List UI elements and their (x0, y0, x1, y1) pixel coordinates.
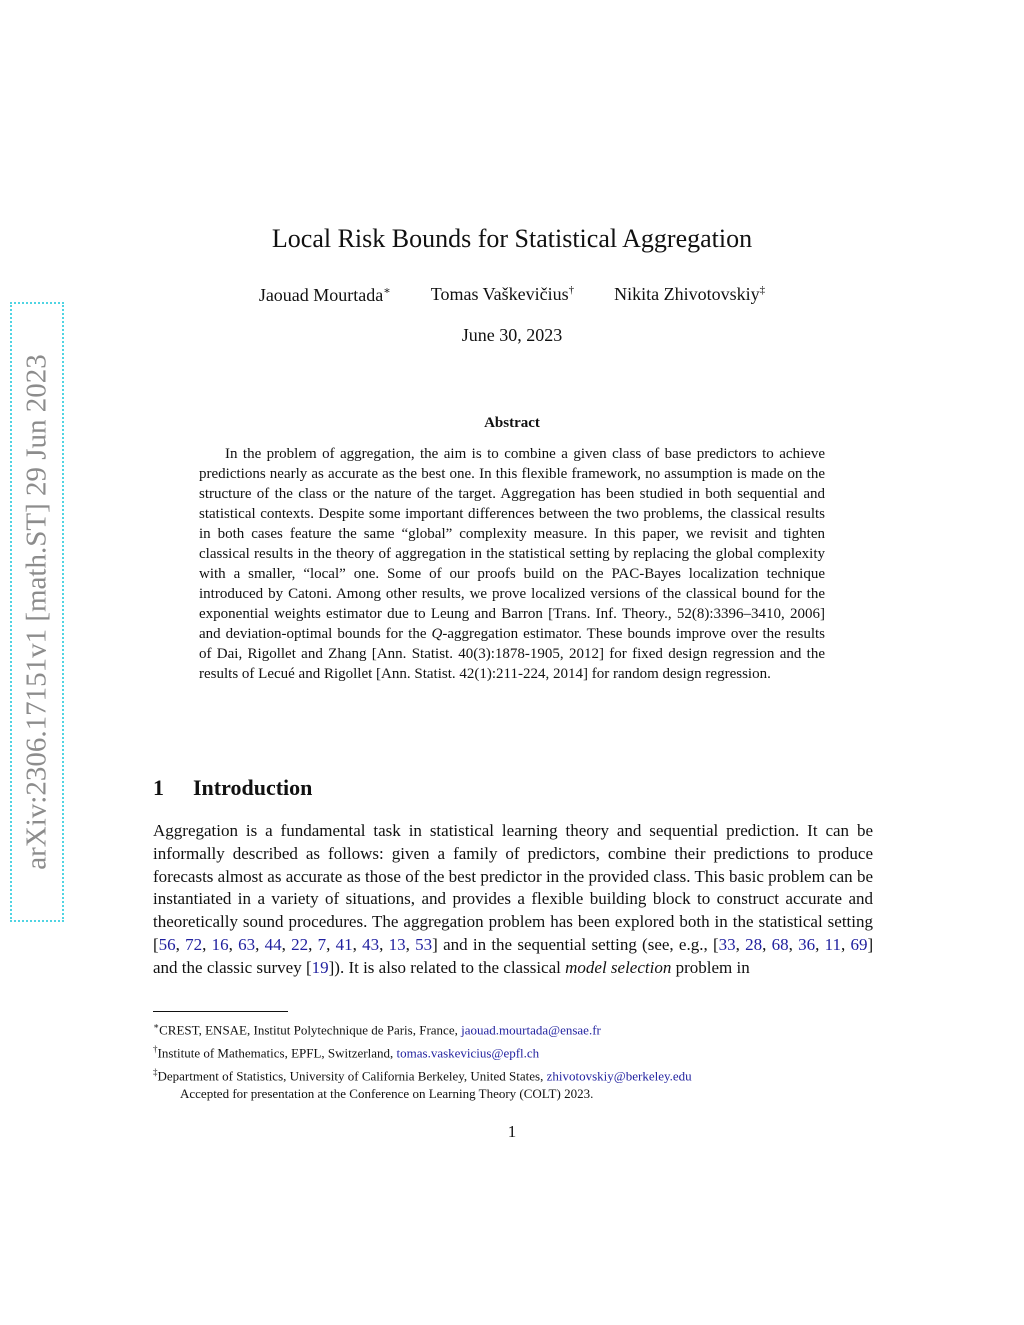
abstract-heading: Abstract (484, 415, 540, 431)
citation-link[interactable]: 16 (211, 934, 229, 954)
abstract-text: In the problem of aggregation, the aim is to combine a given class of base predictors to achieve predictions nearly as accurate as the best one. In this flexible framework, no assumption is made on the structure of the class or the nature of the target. Aggregation has been studied in both sequential and statistical contexts. Despite some important differences between the two problems, the classical results in both cases feature the same “global” complexity measure. In this paper, we revisit and tighten classical results in the theory of aggregation in the statistical setting by replacing the global complexity with a smaller, “local” one. Some of our proofs build on the PAC-Bayes localization technique introduced by Catoni. Among other results, we prove localized versions of the classical bound for the exponential weights estimator due to Leung and Barron [Trans. Inf. Theory., 52(8):3396–3410, 2006] and deviation-optimal bounds for the Q-aggregation estimator. These bounds improve over the results of Dai, Rigollet and Zhang [Ann. Statist. 40(3):1878-1905, 2012] for fixed design regression and the results of Lecué and Rigollet [Ann. Statist. 42(1):211-224, 2014] for random design regression. (199, 446, 825, 682)
citation-link[interactable]: 56 (158, 934, 176, 954)
citation-link[interactable]: 41 (335, 934, 353, 954)
arxiv-sidebar-stamp (10, 302, 64, 922)
email-link[interactable]: zhivotovskiy@berkeley.edu (546, 1067, 692, 1083)
section-heading (153, 775, 312, 801)
citation-link[interactable]: 68 (771, 934, 789, 954)
citation-link[interactable]: 43 (362, 934, 380, 954)
paper-date: June 30, 2023 (461, 325, 563, 345)
paper-title: Local Risk Bounds for Statistical Aggregation (271, 224, 753, 253)
author-list (0, 284, 1024, 306)
author: Jaouad Mourtada∗ (258, 285, 391, 305)
footnote-note: Accepted for presentation at the Conference on Learning Theory (COLT) 2023. (180, 1086, 594, 1102)
citation-link[interactable]: 72 (185, 934, 203, 954)
author: Nikita Zhivotovskiy‡ (614, 284, 766, 304)
footnote-divider (153, 1011, 288, 1012)
citation-link[interactable]: 53 (415, 934, 433, 954)
footnotes (153, 1017, 883, 1104)
citation-link[interactable]: 11 (824, 934, 841, 954)
email-link[interactable]: jaouad.mourtada@ensae.fr (461, 1022, 601, 1038)
citation-link[interactable]: 7 (317, 934, 327, 954)
citation-link[interactable]: 13 (388, 934, 406, 954)
citation-link[interactable]: 63 (238, 934, 256, 954)
citation-link[interactable]: 69 (850, 934, 868, 954)
citation-link[interactable]: 44 (264, 934, 282, 954)
section-number: 1 (153, 775, 164, 800)
email-link[interactable]: tomas.vaskevicius@epfl.ch (396, 1045, 540, 1061)
author: Tomas Vaškevičius† (430, 284, 575, 304)
footnote: †Institute of Mathematics, EPFL, Switzerland, tomas.vaskevicius@epfl.ch (153, 1043, 540, 1061)
footnote: ‡Department of Statistics, University of California Berkeley, United States, zhivotovskiy@berkeley.edu (153, 1066, 692, 1083)
citation-link[interactable]: 22 (291, 934, 309, 954)
citation-link[interactable]: 36 (798, 934, 816, 954)
section-title: Introduction (193, 775, 313, 800)
citation-link[interactable]: 33 (718, 934, 736, 954)
intro-paragraph: Aggregation is a fundamental task in statistical learning theory and sequential prediction. It can be informally described as follows: given a family of predictors, combine their predictions to produce forecasts almost as accurate as those of the best predictor in the provided class. This basic problem can be instantiated in a variety of situations, and provides a flexible building block to construct accurate and theoretically sound procedures. The aggregation problem has been explored both in the statistical setting [56, 72, 16, 63, 44, 22, 7, 41, 43, 13, 53] and in the sequential setting (see, e.g., [33, 28, 68, 36, 11, 69] and the classic survey [19]). It is also related to the classical model selection problem in (153, 821, 874, 977)
arxiv-id: arXiv:2306.17151v1 [math.ST] 29 Jun 2023 (20, 354, 53, 870)
page-number: 1 (507, 1122, 517, 1141)
footnote: ∗CREST, ENSAE, Institut Polytechnique de Paris, France, jaouad.mourtada@ensae.fr (153, 1021, 601, 1038)
citation-link[interactable]: 19 (311, 957, 329, 977)
citation-link[interactable]: 28 (745, 934, 763, 954)
